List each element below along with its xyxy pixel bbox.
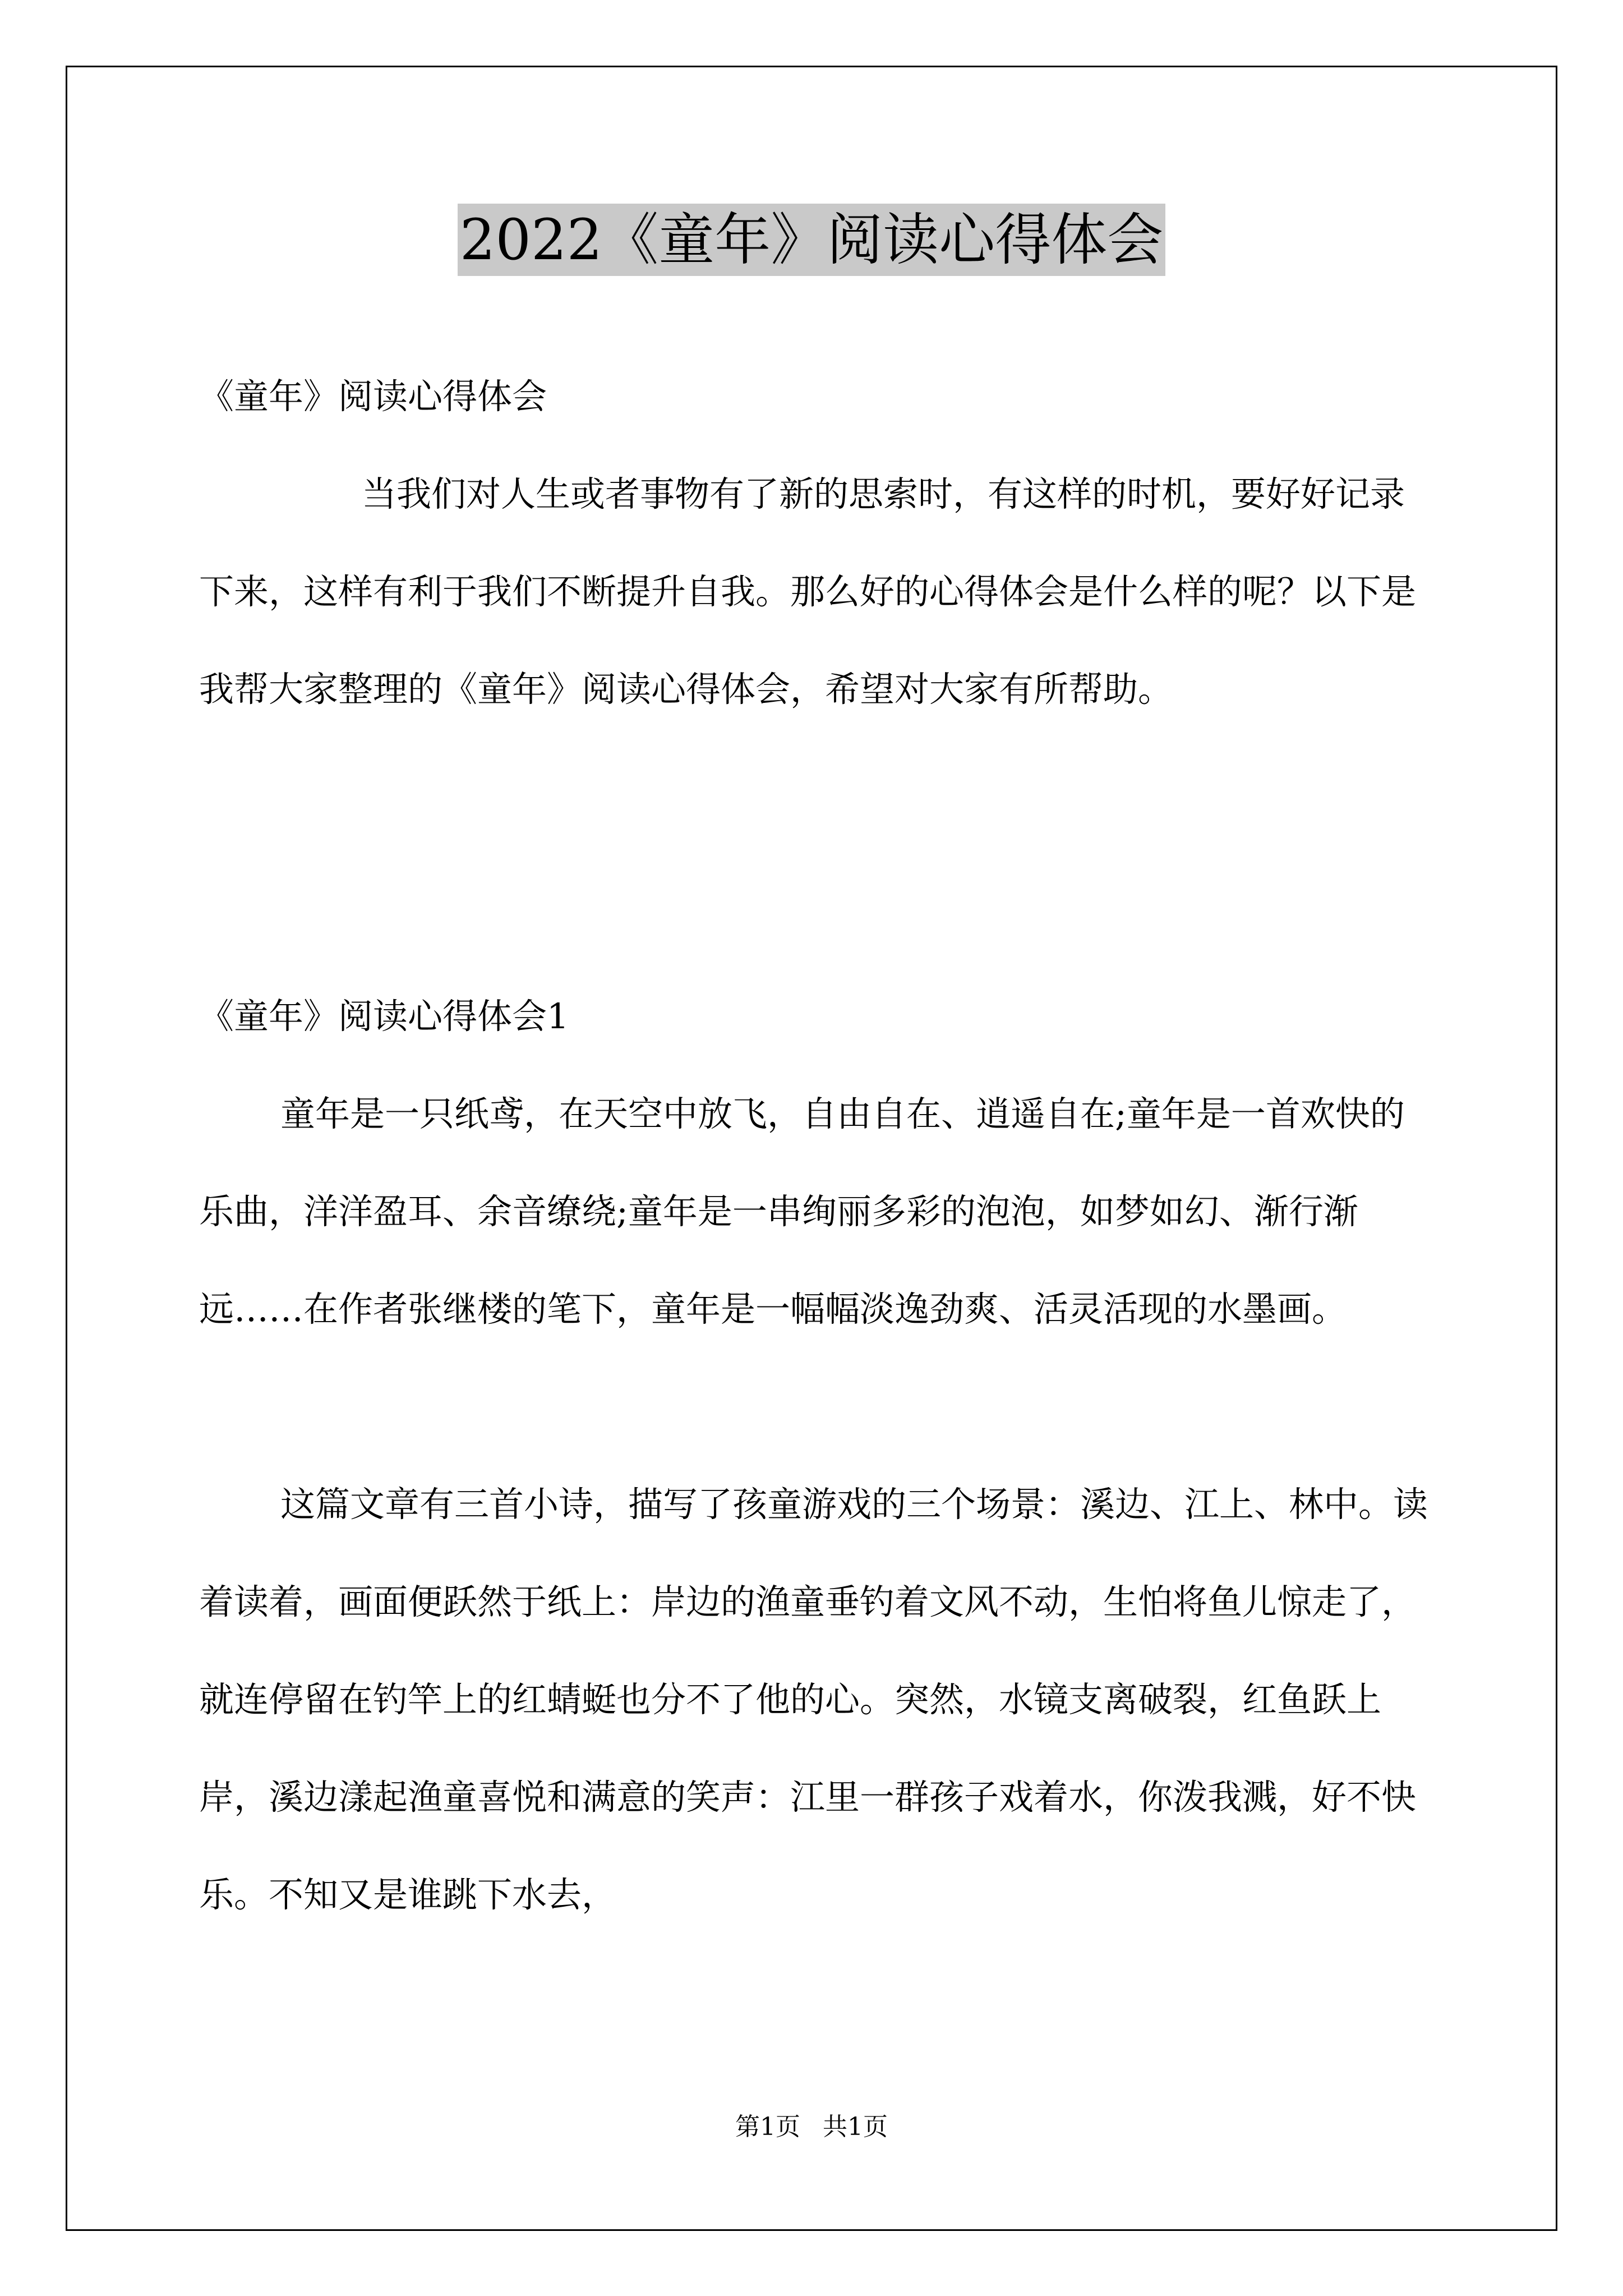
document-subtitle: 《童年》阅读心得体会 [199,376,547,417]
document-title [0,201,1623,279]
intro-paragraph: 当我们对人生或者事物有了新的思索时，有这样的时机，要好好记录下来，这样有利于我们不断提升自我。那么好的心得体会是什么样的呢？以下是我帮大家整理的《童年》阅读心得体会，希望对大家有所帮助。 [199,473,1417,710]
document-title-text: 2022《童年》阅读心得体会 [458,204,1166,276]
section-heading: 《童年》阅读心得体会1 [199,996,569,1037]
page-number: 第1页 [735,2113,800,2141]
body-paragraph: 这篇文章有三首小诗，描写了孩童游戏的三个场景：溪边、江上、林中。读着读着，画面便跃然于纸上：岸边的渔童垂钓着文风不动，生怕将鱼儿惊走了，就连停留在钓竿上的红蜻蜓也分不了他的心。突然，水镜支离破裂，红鱼跃上岸，溪边漾起渔童喜悦和满意的笑声：江里一群孩子戏着水，你泼我溅，好不快乐。不知又是谁跳下水去， [199,1484,1428,1915]
body-paragraph: 童年是一只纸鸢，在天空中放飞，自由自在、逍遥自在;童年是一首欢快的乐曲，洋洋盈耳、余音缭绕;童年是一串绚丽多彩的泡泡，如梦如幻、渐行渐远……在作者张继楼的笔下，童年是一幅幅淡逸劲爽、活灵活现的水墨画。 [199,1093,1405,1329]
page-footer [0,2110,1623,2144]
page-total: 共1页 [823,2113,888,2141]
